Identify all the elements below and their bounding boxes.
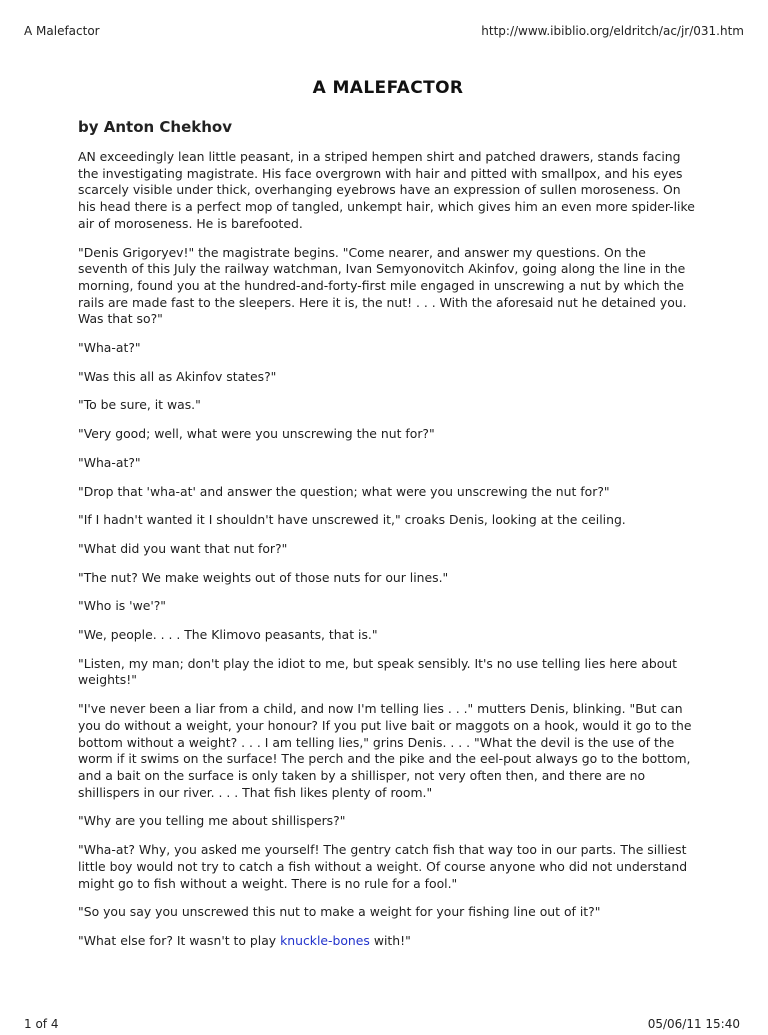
paragraph: "I've never been a liar from a child, and now I'm telling lies . . ." mutters Denis, blinking. "But can you do without a weight, your honour? If you put live bait or maggots on a hook, would it go to the bottom without a weight? . . . I am telling lies," grins Denis. . . . "What the devil is the use of the worm if it swims on the surface! The perch and the pike and the eel-pout always go to the bottom, and a bait on the surface is only taken by a shillisper, not very often then, and there are no shillispers in our river. . . . That fish likes plenty of room." (78, 701, 692, 800)
paragraph: "What did you want that nut for?" (78, 540, 288, 556)
paragraph: "Drop that 'wha-at' and answer the question; what were you unscrewing the nut for?" (78, 483, 610, 499)
document-body (78, 78, 698, 962)
paragraph: "Why are you telling me about shillispers?" (78, 813, 346, 829)
paragraph-last (78, 933, 698, 950)
paragraph: "Listen, my man; don't play the idiot to me, but speak sensibly. It's no use telling lies here about weights!" (78, 655, 677, 688)
paragraph: "Was this all as Akinfov states?" (78, 368, 277, 384)
page-number: 1 of 4 (24, 1017, 59, 1031)
page-url: http://www.ibiblio.org/eldritch/ac/jr/031.htm (481, 24, 744, 38)
print-datetime: 05/06/11 15:40 (647, 1017, 740, 1031)
paragraph: "Who is 'we'?" (78, 598, 167, 614)
author-byline: by Anton Chekhov (78, 118, 232, 136)
paragraph: "Denis Grigoryev!" the magistrate begins. "Come nearer, and answer my questions. On the seventh of this July the railway watchman, Ivan Semyonovitch Akinfov, going along the line in the morning, found you at the hundred-and-forty-first mile engaged in unscrewing a nut by which the rails are made fast to the sleepers. Here it is, the nut! . . . With the aforesaid nut he detained you. Was that so?" (78, 244, 687, 327)
paragraph: "Wha-at? Why, you asked me yourself! The gentry catch fish that way too in our parts. The silliest little boy would not try to catch a fish without a weight. Of course anyone who did not understand might go to fish without a weight. There is no rule for a fool." (78, 842, 688, 891)
paragraph: "If I hadn't wanted it I shouldn't have unscrewed it," croaks Denis, looking at the ceiling. (78, 512, 626, 528)
paragraph: "To be sure, it was." (78, 397, 201, 413)
paragraph: "We, people. . . . The Klimovo peasants, that is." (78, 627, 378, 643)
print-header (24, 24, 744, 42)
paragraph: AN exceedingly lean little peasant, in a striped hempen shirt and patched drawers, stands facing the investigating magistrate. His face overgrown with hair and pitted with smallpox, and his eyes scarcely visible under thick, overhanging eyebrows have an expression of sullen moroseness. On his head there is a perfect mop of tangled, unkempt hair, which gives him an even more spider-like air of moroseness. He is barefooted. (78, 149, 695, 231)
paragraphs (78, 149, 698, 950)
paragraph-text: with!" (369, 932, 411, 948)
paragraph: "Very good; well, what were you unscrewing the nut for?" (78, 426, 435, 442)
paragraph: "The nut? We make weights out of those nuts for our lines." (78, 569, 449, 585)
document-title: A MALEFACTOR (312, 78, 464, 98)
print-footer (24, 1017, 744, 1035)
knuckle-bones-link[interactable]: knuckle-bones (280, 932, 370, 948)
paragraph: "Wha-at?" (78, 454, 141, 470)
page-title-header: A Malefactor (24, 24, 100, 38)
paragraph: "So you say you unscrewed this nut to make a weight for your fishing line out of it?" (78, 904, 601, 920)
paragraph: "Wha-at?" (78, 340, 141, 356)
paragraph-text: "What else for? It wasn't to play (78, 932, 281, 948)
